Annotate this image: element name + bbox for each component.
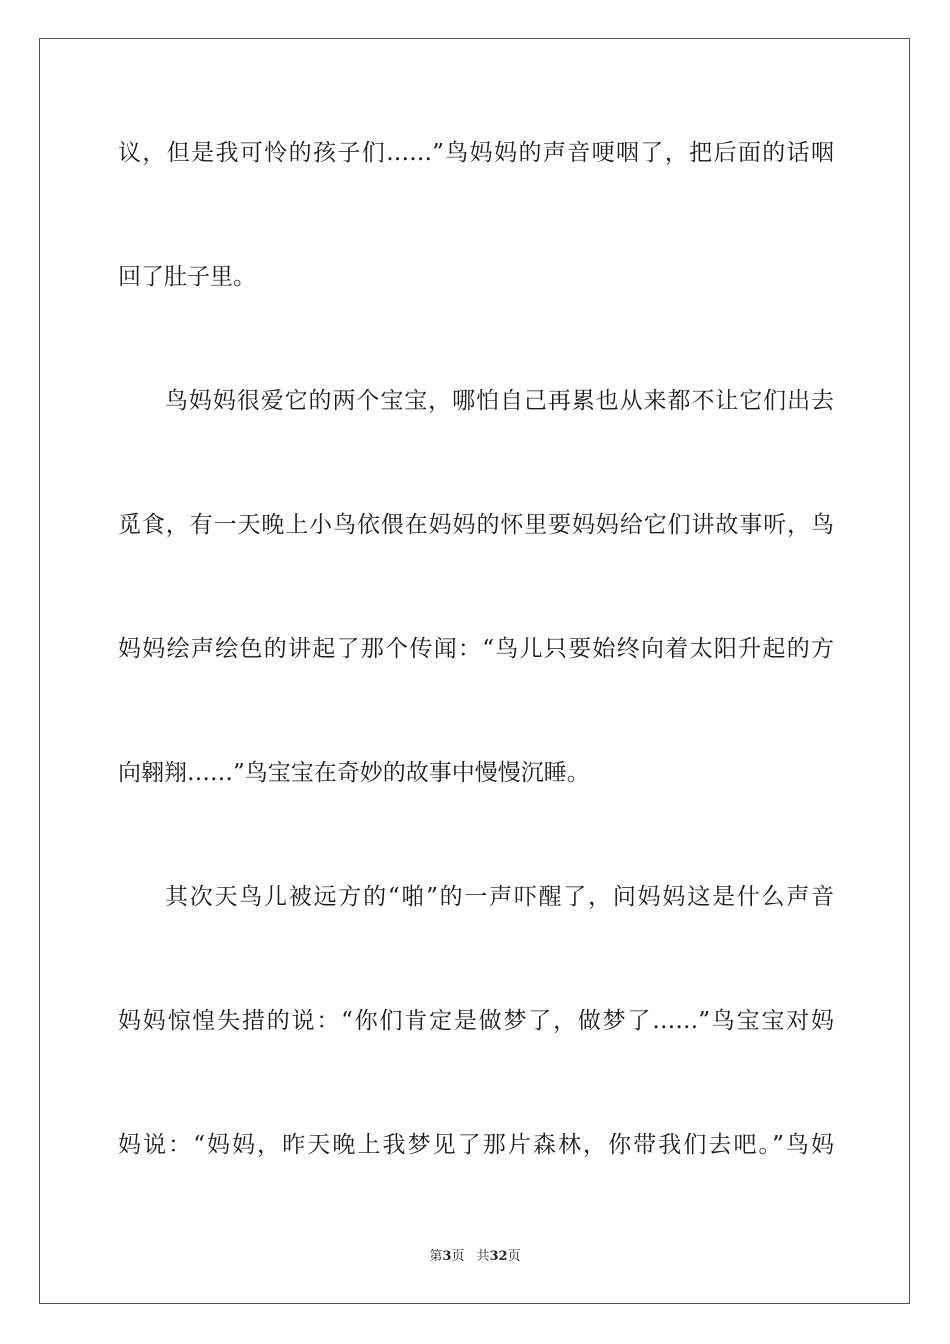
text-line-3: 鸟妈妈很爱它的两个宝宝，哪怕自己再累也从来都不让它们出去	[165, 388, 834, 414]
page-border	[39, 38, 910, 1304]
page-suffix: 页	[451, 1249, 465, 1264]
page-prefix: 第	[429, 1249, 443, 1264]
page-footer	[0, 1247, 950, 1267]
text-line-9: 妈说：“妈妈，昨天晚上我梦见了那片森林，你带我们去吧。”鸟妈	[118, 1132, 834, 1158]
text-line-2: 回了肚子里。	[118, 264, 256, 290]
page-total: 32	[489, 1249, 508, 1264]
text-line-7: 其次天鸟儿被远方的“啪”的一声吓醒了，问妈妈这是什么声音	[165, 884, 834, 910]
text-line-8: 妈妈惊惶失措的说：“你们肯定是做梦了，做梦了……”鸟宝宝对妈	[118, 1008, 834, 1034]
text-line-6: 向翱翔……”鸟宝宝在奇妙的故事中慢慢沉睡。	[118, 760, 590, 786]
total-prefix: 共	[476, 1249, 490, 1264]
page-current: 3	[442, 1249, 452, 1264]
text-line-4: 觅食，有一天晚上小鸟依偎在妈妈的怀里要妈妈给它们讲故事听，鸟	[118, 512, 834, 538]
total-suffix: 页	[507, 1249, 521, 1264]
text-line-1: 议，但是我可怜的孩子们……”鸟妈妈的声音哽咽了，把后面的话咽	[118, 140, 834, 166]
text-line-5: 妈妈绘声绘色的讲起了那个传闻：“鸟儿只要始终向着太阳升起的方	[118, 636, 834, 662]
